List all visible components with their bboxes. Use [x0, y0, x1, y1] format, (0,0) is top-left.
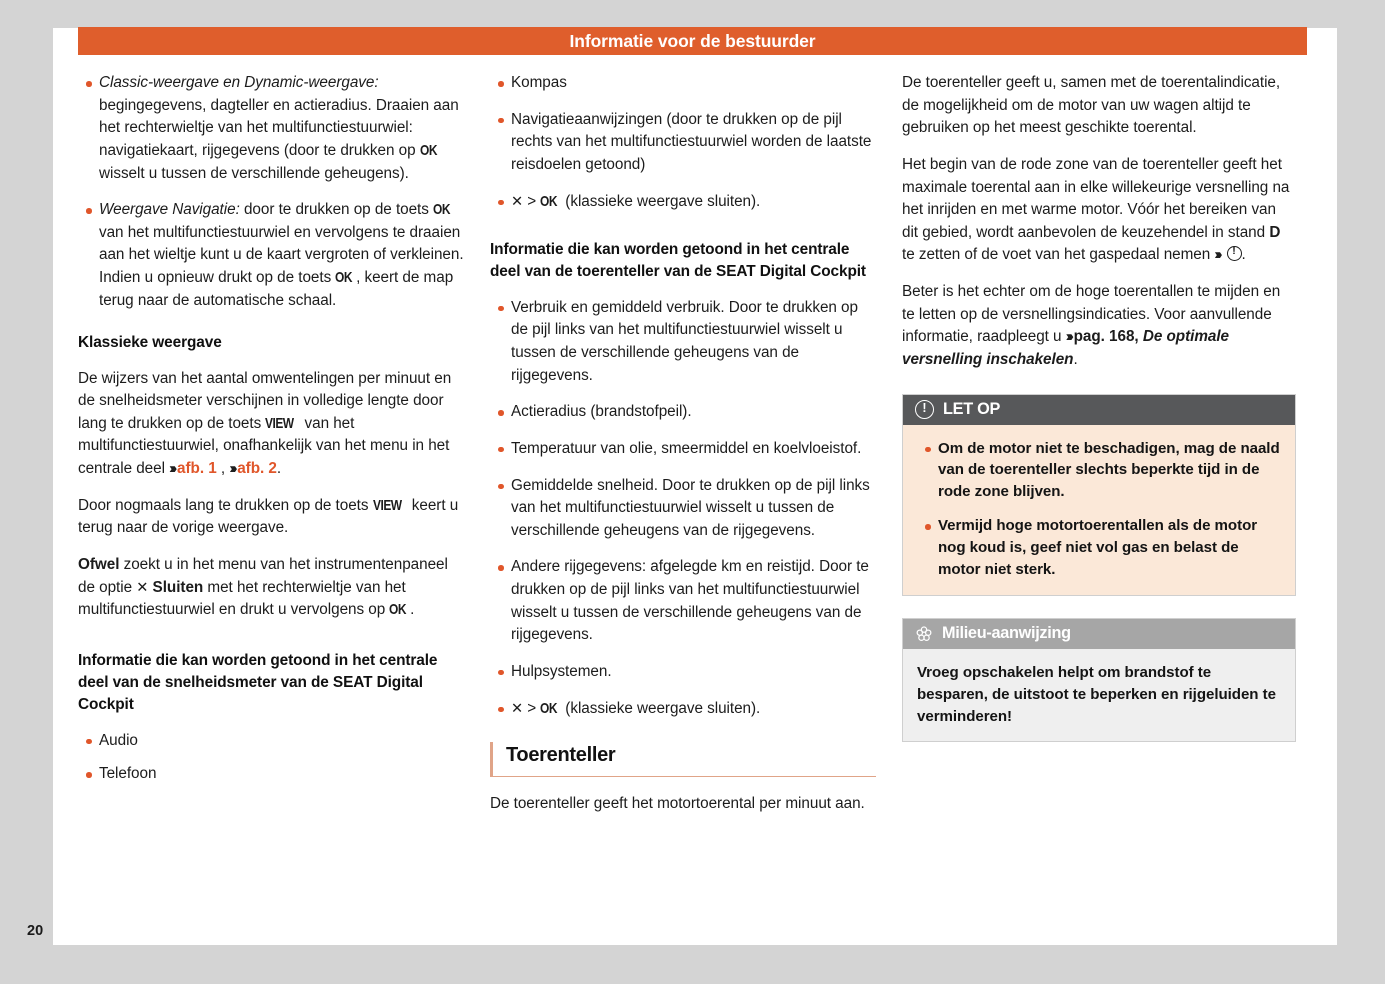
list-item: ✕ > OK (klassieke weergave sluiten).	[490, 191, 876, 214]
list-item: Telefoon	[78, 763, 464, 786]
paragraph: Door nogmaals lang te drukken op de toets VIEW keert u terug naar de vorige weergave.	[78, 496, 459, 537]
key-view: VIEW	[265, 415, 295, 432]
list-item: Temperatuur van olie, smeermiddel en koelvloeistof.	[490, 438, 876, 461]
list-item: Actieradius (brandstofpeil).	[490, 401, 876, 424]
figure-reference-link[interactable]: afb. 2	[237, 460, 277, 478]
close-x-icon: ✕	[511, 700, 524, 717]
emphasis-ofwel: Ofwel	[78, 555, 120, 573]
environment-notice-box	[902, 618, 1296, 743]
heading-klassieke-weergave: Klassieke weergave	[78, 334, 222, 352]
key-ok: OK	[335, 270, 353, 286]
warning-notice-header	[903, 395, 1295, 425]
list-item: Verbruik en gemiddeld verbruik. Door te drukken op de pijl links van het multifunctiestuurwiel wisselt u tussen de verschillende geheugens van de rijgegevens.	[490, 297, 876, 388]
paragraph: Beter is het echter om de hoge toerentallen te mijden en te letten op de versnellingsindicaties. Voor aanvullende informatie, raadpleegt u ››› pag. 168, De optimale versnelling inschakelen.	[902, 283, 1281, 368]
column-2	[490, 72, 902, 912]
heading-toerenteller-info: Informatie die kan worden getoond in het centrale deel van de toerenteller van de SEAT Digital Cockpit	[490, 241, 866, 281]
list-item: Kompas	[490, 72, 876, 95]
section-title-toerenteller	[490, 742, 876, 777]
paragraph: Ofwel zoekt u in het menu van het instrumentenpaneel de optie ✕ Sluiten met het rechterwieltje van het multifunctiestuurwiel en drukt u vervolgens op OK .	[78, 554, 464, 622]
flower-icon	[915, 625, 933, 643]
warning-circle-icon	[1227, 246, 1242, 261]
paragraph: De wijzers van het aantal omwentelingen per minuut en de snelheidsmeter verschijnen in volledige lengte door lang te drukken op de toets VIEW van het multifunctiestuurwiel, onafhankelijk van het menu in het centrale deel ››› afb. 1 , ››› afb. 2.	[78, 369, 452, 478]
environment-notice-text: Vroeg opschakelen helpt om brandstof te besparen, de uitstoot te beperken en rijgeluiden te verminderen!	[917, 663, 1276, 725]
column-1	[78, 72, 490, 912]
page-columns	[78, 72, 1310, 912]
close-x-icon: ✕	[136, 579, 149, 596]
environment-notice-header	[903, 619, 1295, 649]
warning-circle-icon	[915, 400, 934, 419]
list-item: Hulpsystemen.	[490, 661, 876, 684]
key-ok: OK	[433, 202, 451, 219]
page-number: 20	[27, 923, 44, 939]
warning-notice-body	[903, 425, 1295, 595]
term-weergave-navigatie: Weergave Navigatie:	[99, 201, 240, 219]
paragraph: Het begin van de rode zone van de toerenteller geeft het maximale toerental aan in elke willekeurige versnelling na het inrijden en met warme motor. Vóór het bereiken van dit gebied, wordt aanbevolen de keuzehendel in stand D te zetten of de voet van het gaspedaal nemen ››› ! .	[902, 154, 1296, 267]
environment-notice-body	[903, 649, 1295, 742]
list-item: Audio	[78, 730, 464, 753]
list-item: Andere rijgegevens: afgelegde km en reistijd. Door te drukken op de pijl links van het multifunctiestuurwiel wisselt u tussen de verschillende geheugens van de rijgegevens.	[490, 556, 876, 647]
term-classic-dynamic: Classic-weergave en Dynamic-weergave:	[99, 74, 379, 91]
warning-notice-box	[902, 394, 1296, 596]
list-item: Om de motor niet te beschadigen, mag de naald van de toerenteller slechts beperkte tijd in de rode zone blijven.	[917, 438, 1281, 504]
running-header	[78, 27, 1307, 55]
close-x-icon: ✕	[511, 193, 524, 210]
menu-option-sluiten: Sluiten	[148, 578, 204, 596]
list-item: Navigatieaanwijzingen (door te drukken op de pijl rechts van het multifunctiestuurwiel worden de laatste reisdoelen getoond)	[490, 109, 876, 177]
key-ok: OK	[540, 193, 558, 210]
heading-snelheidsmeter-info: Informatie die kan worden getoond in het centrale deel van de snelheidsmeter van de SEAT Digital Cockpit	[78, 651, 438, 714]
figure-reference-link[interactable]: afb. 1	[177, 460, 217, 478]
chevron-reference-icon: ›››	[1065, 329, 1071, 346]
gear-position-d: D	[1269, 223, 1281, 241]
chevron-reference-icon: ›››	[229, 461, 235, 478]
page-reference-title: De optimale versnelling inschakelen	[902, 328, 1229, 368]
running-header-title: Informatie voor de bestuurder	[569, 31, 816, 51]
key-view: VIEW	[372, 497, 402, 514]
column-3	[902, 72, 1296, 912]
environment-notice-title: Milieu-aanwijzing	[942, 624, 1071, 643]
list-item: Classic-weergave en Dynamic-weergave: begingegevens, dagteller en actieradius. Draaien aan het rechterwieltje van het multifunctiestuurwiel: navigatiekaart, rijgegevens (door te drukken op OK wisselt u tussen de verschillende geheugens).	[78, 72, 464, 185]
list-item: Vermijd hoge motortoerentallen als de motor nog koud is, geef niet vol gas en belast de motor niet sterk.	[917, 515, 1281, 581]
page-reference-link[interactable]: pag. 168,	[1073, 328, 1139, 346]
chevron-reference-icon: ›››	[169, 461, 175, 478]
chevron-reference-icon: ›››	[1214, 247, 1220, 264]
key-ok: OK	[389, 602, 407, 619]
paragraph: De toerenteller geeft het motortoerental per minuut aan.	[490, 795, 865, 813]
paragraph: De toerenteller geeft u, samen met de toerentalindicatie, de mogelijkheid om de motor van uw wagen altijd te gebruiken op het meest geschikte toerental.	[902, 74, 1281, 137]
warning-notice-title: LET OP	[943, 400, 1000, 418]
key-ok: OK	[419, 142, 437, 159]
list-item: Weergave Navigatie: door te drukken op de toets OK van het multifunctiestuurwiel en vervolgens te draaien aan het wieltje kunt u de kaart vergroten of verkleinen. Indien u opnieuw drukt op de toets OK , keert de map terug naar de automatische schaal.	[78, 199, 464, 312]
key-ok: OK	[540, 700, 558, 717]
list-item: Gemiddelde snelheid. Door te drukken op de pijl links van het multifunctiestuurwiel wisselt u tussen de verschillende geheugens van de rijgegevens.	[490, 475, 876, 543]
section-title-text: Toerenteller	[506, 744, 616, 767]
list-item: ✕ > OK (klassieke weergave sluiten).	[490, 698, 876, 721]
